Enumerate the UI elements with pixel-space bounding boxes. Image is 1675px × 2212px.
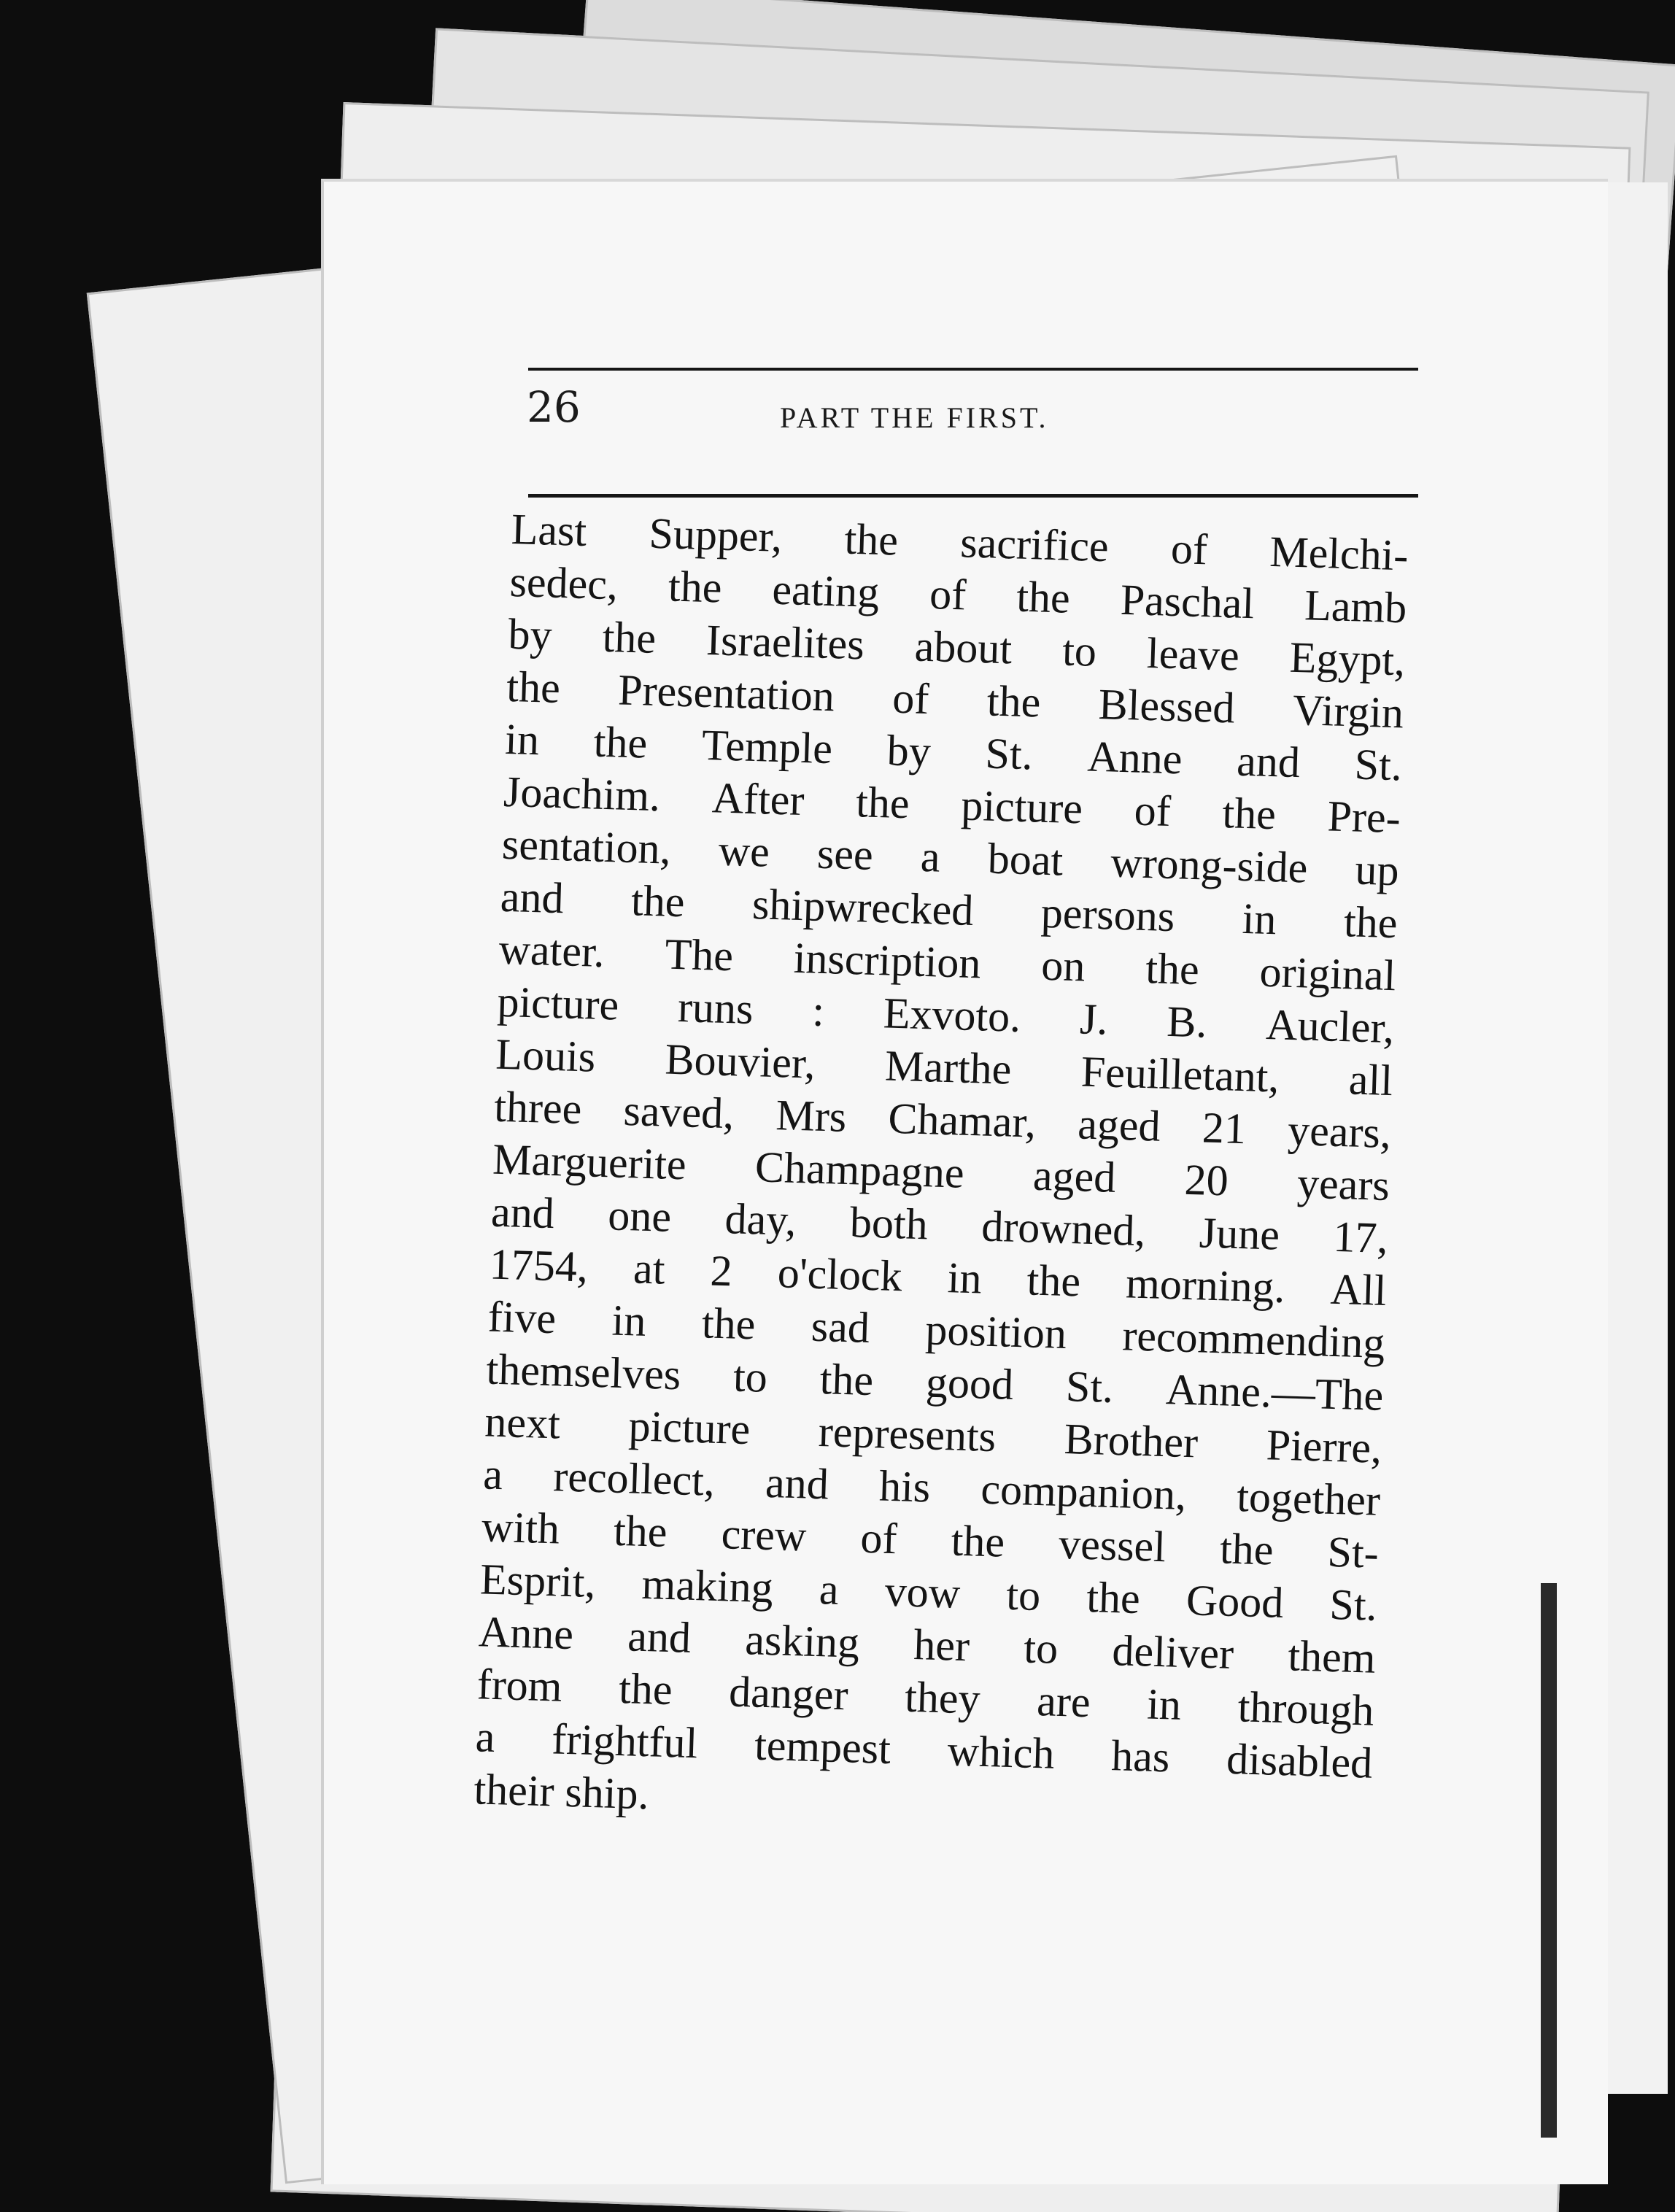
word: sentation, [501,819,672,873]
word: years, [1287,1105,1392,1158]
word: both [849,1198,929,1249]
word: original [1258,947,1397,1000]
word: the [986,676,1042,727]
word: Mrs [775,1091,848,1141]
word: Chamar, [887,1094,1037,1147]
word: sacrifice [959,518,1110,571]
word: of [1133,786,1172,835]
word: a [818,1565,840,1614]
word: Anne [478,1607,574,1659]
word: Marthe [884,1041,1013,1094]
word: three [493,1082,583,1134]
word: Good [1185,1576,1285,1628]
page-number: 26 [527,382,581,432]
word: next [484,1397,561,1448]
word: Temple [701,720,833,773]
word: asking [744,1615,861,1667]
word: B. [1166,997,1208,1047]
word: the [1343,897,1399,948]
word: to [732,1352,768,1401]
word: Joachim. [503,767,662,821]
word: Anne [1086,732,1183,784]
word: the [1026,1256,1082,1306]
word: by [507,609,553,660]
word: : [811,986,826,1035]
word: the [701,1299,757,1349]
word: danger [728,1667,849,1720]
word: St. [1353,740,1403,790]
word: 1754, [489,1240,589,1291]
word: St. [1328,1579,1378,1630]
word: Anne.—The [1165,1365,1385,1420]
word: the [618,1664,673,1714]
word: a [920,832,941,881]
word: After [711,773,805,825]
word: we [717,826,770,876]
word: a [482,1450,504,1499]
word: and [765,1458,829,1509]
word: The [664,929,734,981]
word: J. [1079,994,1109,1044]
word: Esprit, [479,1555,597,1607]
word: to [1023,1623,1059,1673]
word: disabled [1226,1734,1374,1787]
header-rule-bottom [528,494,1418,498]
word: Louis [495,1029,597,1081]
word: in [1146,1679,1182,1729]
word: drowned, [980,1202,1147,1256]
word: the [668,562,723,612]
word: wrong-side [1110,838,1309,892]
word: the [1016,572,1071,622]
word: St- [1326,1527,1380,1577]
word: Aucler, [1265,999,1396,1053]
word: Champagne [754,1142,965,1197]
word: and [1236,736,1301,787]
word: 21 [1202,1103,1247,1153]
word: leave [1146,628,1240,680]
word: Israelites [705,615,865,669]
word: his [878,1461,932,1512]
book-page [321,179,1608,2184]
word: Last [510,504,588,556]
word: all [1348,1055,1393,1105]
word: the [601,612,657,662]
word: to [1061,626,1097,676]
word: of [859,1513,898,1563]
body-text [473,503,1409,1842]
word: St. [984,729,1034,779]
word: 17, [1332,1212,1389,1263]
word: of [1170,524,1208,574]
word: water. [498,924,606,977]
word: o'clock [776,1248,903,1301]
word: morning. [1125,1258,1286,1312]
word: runs [677,983,754,1034]
word: on [1040,940,1086,991]
word: them [1287,1631,1377,1682]
word: together [1236,1472,1381,1525]
word: the [950,1516,1006,1566]
word: in [504,714,541,765]
word: the [819,1355,875,1405]
word: good [925,1358,1015,1409]
word: the [1145,944,1200,994]
word: vow [883,1566,962,1617]
word: the [855,778,910,828]
word: the [1221,789,1277,839]
word: boat [986,834,1064,885]
word: picture [627,1401,751,1454]
word: sad [811,1302,870,1353]
word: eating [771,565,881,616]
text-line: their ship. [473,1765,650,1819]
word: the [613,1506,668,1556]
word: St. [1065,1362,1115,1412]
word: in [611,1296,647,1345]
word: aged [1077,1099,1161,1151]
word: which [946,1726,1056,1778]
word: in [946,1253,983,1303]
word: shipwrecked [751,880,975,935]
word: June [1198,1208,1280,1259]
word: up [1354,845,1400,895]
word: Egypt, [1288,633,1407,685]
word: 2 [709,1246,733,1296]
word: position [924,1305,1067,1358]
word: recommending [1121,1311,1386,1367]
word: themselves [485,1345,682,1399]
word: Supper, [648,508,784,561]
word: companion, [980,1464,1188,1519]
word: about [913,622,1013,673]
word: Pre- [1326,792,1401,843]
word: recollect, [552,1452,716,1505]
word: to [1005,1570,1042,1620]
word: Melchi- [1269,527,1409,580]
word: from [476,1660,563,1711]
word: has [1110,1731,1171,1782]
word: Virgin [1292,685,1404,738]
word: tempest [754,1720,891,1774]
word: crew [720,1509,808,1561]
facing-page-edge [1598,182,1668,2094]
word: Presentation [617,665,835,721]
word: Paschal [1119,575,1256,628]
word: at [633,1244,666,1293]
word: making [641,1559,774,1612]
running-head: PART THE FIRST. [780,401,1049,434]
word: saved, [622,1086,735,1138]
word: are [1036,1677,1091,1727]
word: a [474,1712,496,1762]
word: and [500,872,565,923]
word: frightful [551,1714,699,1768]
word: deliver [1111,1626,1235,1679]
word: by [886,726,932,776]
word: picture [496,977,620,1029]
word: of [891,673,930,724]
word: with [481,1502,560,1553]
word: five [487,1292,557,1343]
word: the [592,717,649,767]
word: Brother [1063,1415,1199,1467]
word: day, [724,1194,797,1245]
header-rule-top [528,368,1418,371]
word: Exvoto. [883,989,1022,1041]
word: 20 [1183,1155,1229,1205]
word: inscription [792,933,982,988]
word: one [607,1191,673,1241]
word: see [816,829,874,879]
word: in [1241,894,1277,944]
word: the [630,876,686,927]
word: Marguerite [492,1134,687,1189]
word: of [929,570,967,619]
bookmark-ribbon [1541,1583,1557,2138]
word: Pierre, [1265,1420,1383,1472]
word: Blessed [1097,679,1236,732]
word: the [1219,1524,1274,1574]
word: vessel [1058,1519,1167,1571]
word: Lamb [1304,581,1408,633]
word: the [843,514,899,565]
word: represents [818,1407,997,1461]
word: and [627,1612,692,1662]
word: aged [1032,1151,1117,1202]
word: the [506,662,561,713]
word: Bouvier, [664,1035,816,1088]
word: the [1086,1573,1141,1623]
word: sedec, [508,557,619,609]
word: Feuilletant, [1080,1047,1280,1102]
word: persons [1040,888,1176,941]
word: her [913,1620,971,1671]
word: picture [960,781,1083,833]
word: and [490,1187,555,1238]
word: years [1296,1159,1390,1210]
word: they [904,1672,981,1723]
word: All [1329,1264,1388,1315]
word: through [1237,1682,1375,1735]
